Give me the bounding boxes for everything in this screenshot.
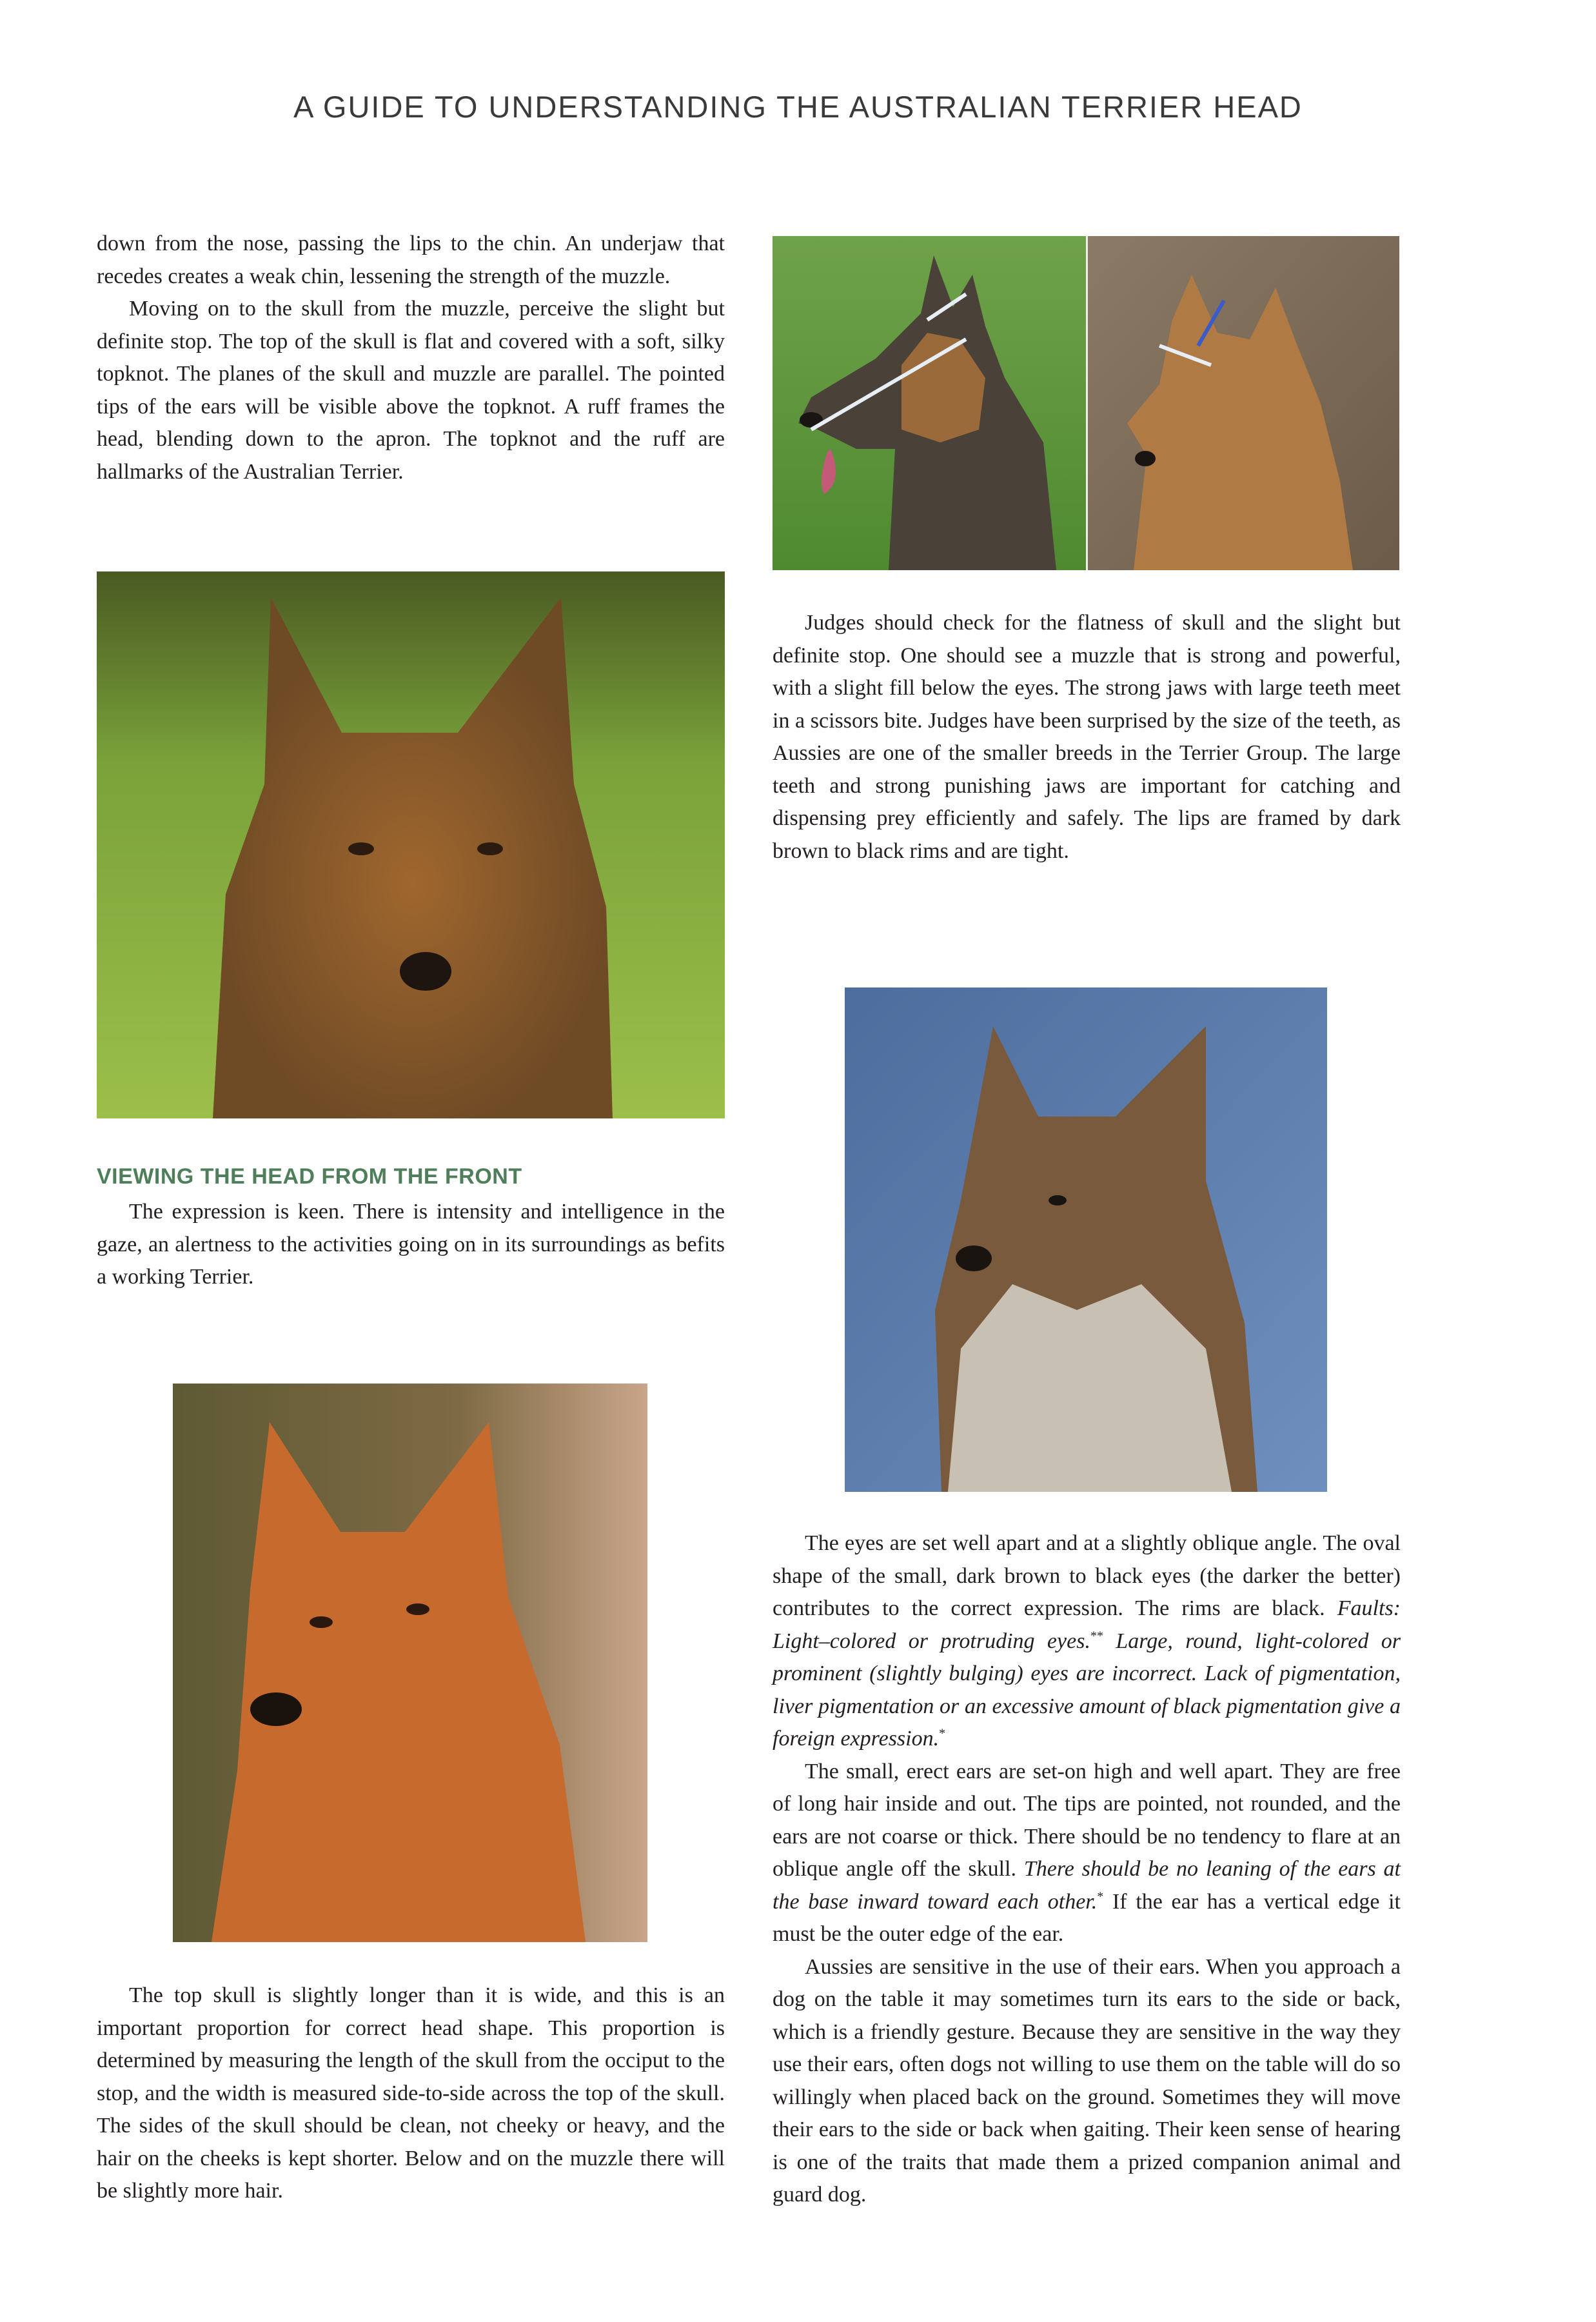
paragraph: down from the nose, passing the lips to the chin. An underjaw that recedes creates a weak chin, lessening the strength of the muzzle. [97, 232, 725, 288]
right-top-text [773, 607, 1401, 868]
eyes-paragraph [773, 1527, 1401, 1756]
ears-text-2: If the ear has a vertical edge it must be the outer edge of the ear. [773, 1889, 1401, 1946]
three-quarter-view-dog-photo [845, 987, 1327, 1492]
right-bottom-text [773, 1527, 1401, 2212]
section-text [97, 1196, 725, 1294]
footnote-mark: * [939, 1726, 946, 1741]
paragraph: The top skull is slightly longer than it is wide, and this is an important proportion for correct head shape. This proportion is determined by measuring the length of the skull from the occiput to the stop, and the width is measured side-to-side across the top of the skull. The sides of the skull should be clean, not cheeky or heavy, and the hair on the cheeks is kept shorter. Below and on the muzzle there will be slightly more hair. [97, 1983, 725, 2203]
ears-text: The small, erect ears are set-on high and well apart. They are free of long hair inside and out. The tips are pointed, not rounded, and the ears are not coarse or thick. There should be no tendency to flare at an oblique angle off the skull. [773, 1759, 1401, 1881]
eyes-text: The eyes are set well apart and at a slightly oblique angle. The oval shape of the small, dark brown to black eyes (the darker the better) contributes to the correct expression. The rims are black. [773, 1531, 1401, 1620]
eyes-faults-text: Faults: Light–colored or protruding eyes. [773, 1596, 1401, 1653]
profile-photo-pair [773, 236, 1399, 570]
paragraph: Moving on to the skull from the muzzle, perceive the slight but definite stop. The top of the skull is flat and covered with a soft, silky topknot. The planes of the skull and muzzle are parallel. The pointed tips of the ears will be visible above the topknot. A ruff frames the head, blending down to the apron. The topknot and the ruff are hallmarks of the Australian Terrier. [97, 297, 725, 484]
front-view-dog-photo [97, 571, 725, 1118]
running-header: A GUIDE TO UNDERSTANDING THE AUSTRALIAN TERRIER HEAD [293, 90, 1303, 124]
ears-paragraph [773, 1756, 1401, 1951]
paragraph: The expression is keen. There is intensity and intelligence in the gaze, an alertness to the activities going on in its surroundings as befits a working Terrier. [97, 1200, 725, 1289]
paragraph: Judges should check for the flatness of skull and the slight but definite stop. One should see a muzzle that is strong and powerful, with a slight fill below the eyes. The strong jaws with large teeth meet in a scissors bite. Judges have been surprised by the size of the teeth, as Aussies are one of the smaller breeds in the Terrier Group. The large teeth and strong punishing jaws are important for catching and dispensing prey efficiently and safely. The lips are framed by dark brown to black rims and are tight. [773, 611, 1401, 863]
left-top-text [97, 228, 725, 488]
paragraph: Aussies are sensitive in the use of their ears. When you approach a dog on the table it may sometimes turn its ears to the side or back, which is a friendly gesture. Because they are sensitive in the way they use their ears, often dogs not willing to use them on the table will do so willingly when placed back on the ground. Sometimes they will move their ears to the side or back when gaiting. Their keen sense of hearing is one of the traits that made them a prized companion animal and guard dog. [773, 1954, 1401, 2207]
red-dog-photo [173, 1384, 647, 1942]
left-bottom-text [97, 1980, 725, 2208]
footnote-mark: * [1097, 1889, 1104, 1904]
ears-italic-text: There should be no leaning of the ears at the base inward toward each other. [773, 1857, 1401, 1914]
footnote-mark: ** [1090, 1629, 1103, 1643]
section-heading: VIEWING THE HEAD FROM THE FRONT [97, 1164, 522, 1189]
eyes-faults-text-2: Large, round, light-colored or prominent (slightly bulging) eyes are incorrect. Lack of pigmentation, liver pigmentation or an excessive amount of black pigmentation give a foreign expression. [773, 1629, 1401, 1751]
